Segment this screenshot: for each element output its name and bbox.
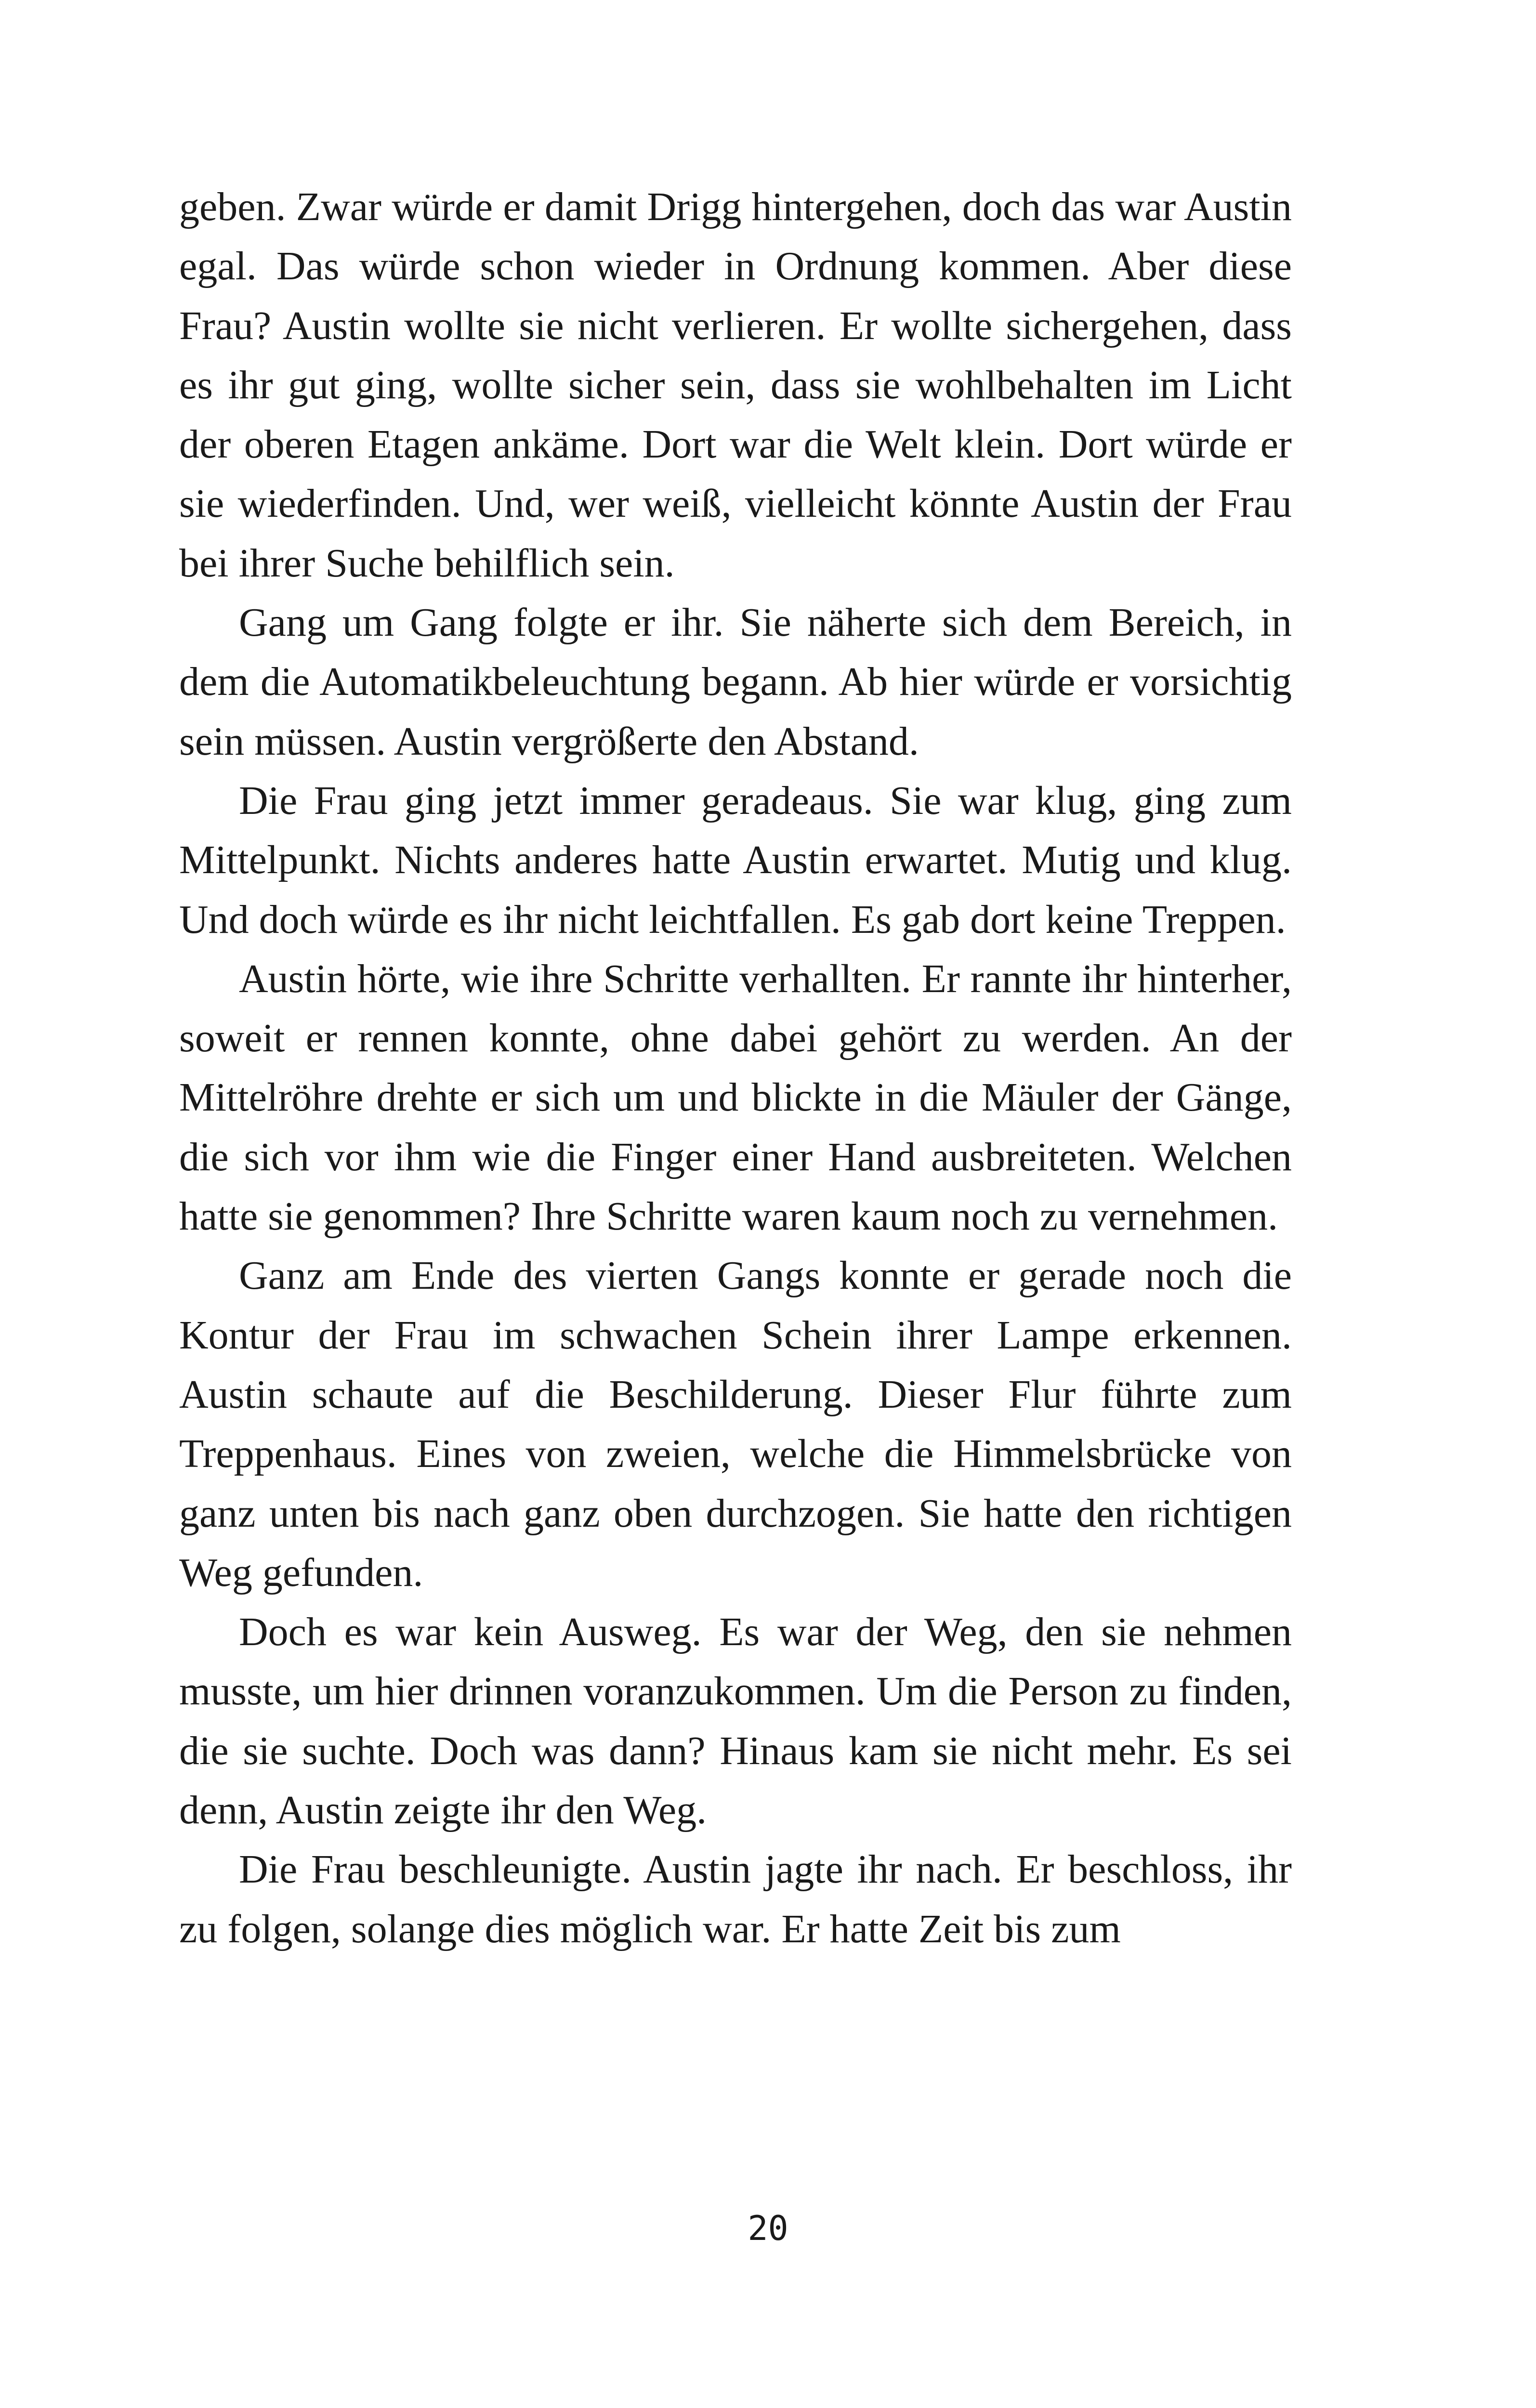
paragraph-5: Ganz am Ende des vierten Gangs konnte er gerade noch die Kontur der Frau im schwachen Schein ihrer Lampe erkennen. Austin schaute auf die Beschilderung. Dieser Flur führte zum Treppenhaus. Eines von zweien, welche die Himmelsbrücke von ganz unten bis nach ganz oben durchzogen. Sie hatte den richtigen Weg gefunden.: [179, 1253, 1292, 1595]
paragraph-2: Gang um Gang folgte er ihr. Sie näherte sich dem Bereich, in dem die Automatikbeleuchtung begann. Ab hier würde er vorsichtig sein müssen. Austin vergrößerte den Abstand.: [179, 600, 1292, 764]
paragraph-6: Doch es war kein Ausweg. Es war der Weg, den sie nehmen musste, um hier drinnen voranzukommen. Um die Person zu finden, die sie suchte. Doch was dann? Hinaus kam sie nicht mehr. Es sei denn, Austin zeigte ihr den Weg.: [179, 1610, 1292, 1833]
paragraph-3: Die Frau ging jetzt immer geradeaus. Sie war klug, ging zum Mittelpunkt. Nichts anderes hatte Austin erwartet. Mutig und klug. Und doch würde es ihr nicht leichtfallen. Es gab dort keine Treppen.: [179, 778, 1292, 942]
paragraph-4: Austin hörte, wie ihre Schritte verhallten. Er rannte ihr hinterher, soweit er rennen konnte, ohne dabei gehört zu werden. An der Mittelröhre drehte er sich um und blickte in die Mäuler der Gänge, die sich vor ihm wie die Finger einer Hand ausbreiteten. Welchen hatte sie genommen? Ihre Schritte waren kaum noch zu vernehmen.: [179, 956, 1292, 1239]
page-number: 20: [748, 2209, 788, 2248]
paragraph-7: Die Frau beschleunigte. Austin jagte ihr nach. Er beschloss, ihr zu folgen, solange dies möglich war. Er hatte Zeit bis zum: [179, 1847, 1292, 1951]
paragraph-1: geben. Zwar würde er damit Drigg hintergehen, doch das war Austin egal. Das würde schon wieder in Ordnung kommen. Aber diese Frau? Austin wollte sie nicht verlieren. Er wollte sichergehen, dass es ihr gut ging, wollte sicher sein, dass sie wohlbehalten im Licht der oberen Etagen ankäme. Dort war die Welt klein. Dort würde er sie wiederfinden. Und, wer weiß, vielleicht könnte Austin der Frau bei ihrer Suche behilflich sein.: [179, 184, 1292, 586]
body-text: [179, 177, 1292, 1959]
